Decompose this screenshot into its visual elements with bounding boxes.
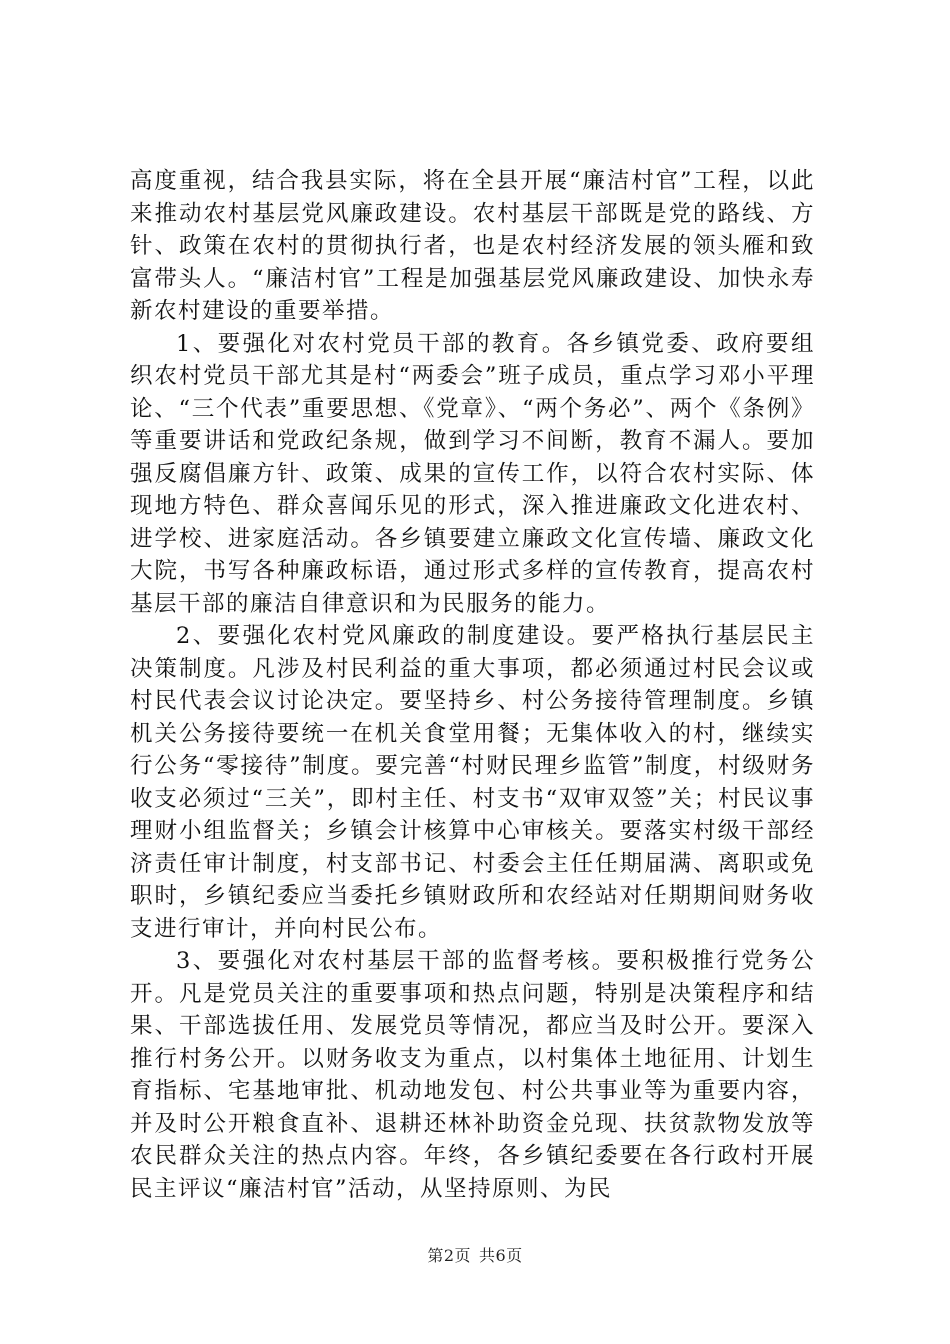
page-number: 第2页 (427, 1246, 471, 1265)
paragraph-item-1-education: 1、要强化对农村党员干部的教育。各乡镇党委、政府要组织农村党员干部尤其是村“两委会”班子成员，重点学习邓小平理论、“三个代表”重要思想、《党章》、“两个务必”、两个《条例》等重要讲话和党政纪条规，做到学习不间断，教育不漏人。要加强反腐倡廉方针、政策、成果的宣传工作，以符合农村实际、体现地方特色、群众喜闻乐见的形式，深入推进廉政文化进农村、进学校、进家庭活动。各乡镇要建立廉政文化宣传墙、廉政文化大院，书写各种廉政标语，通过形式多样的宣传教育，提高农村基层干部的廉洁自律意识和为民服务的能力。 (130, 330, 815, 617)
paragraph-item-3-supervision: 3、要强化对农村基层干部的监督考核。要积极推行党务公开。凡是党员关注的重要事项和热点问题，特别是决策程序和结果、干部选拔任用、发展党员等情况，都应当及时公开。要深入推行村务公开。以财务收支为重点，以村集体土地征用、计划生育指标、宅基地审批、机动地发包、村公共事业等为重要内容，并及时公开粮食直补、退耕还林补助资金兑现、扶贫款物发放等农民群众关注的热点内容。年终，各乡镇纪委要在各行政村开展民主评议“廉洁村官”活动，从坚持原则、为民 (130, 948, 815, 1202)
paragraph-intro-continued: 高度重视，结合我县实际，将在全县开展“廉洁村官”工程，以此来推动农村基层党风廉政建设。农村基层干部既是党的路线、方针、政策在农村的贯彻执行者，也是农村经济发展的领头雁和致富带头人。“廉洁村官”工程是加强基层党风廉政建设、加快永寿新农村建设的重要举措。 (130, 168, 815, 324)
document-body (130, 165, 815, 1205)
page-total: 共6页 (479, 1246, 523, 1265)
page-footer (0, 1246, 950, 1266)
paragraph-item-2-system-building: 2、要强化农村党风廉政的制度建设。要严格执行基层民主决策制度。凡涉及村民利益的重大事项，都必须通过村民会议或村民代表会议讨论决定。要坚持乡、村公务接待管理制度。乡镇机关公务接待要统一在机关食堂用餐；无集体收入的村，继续实行公务“零接待”制度。要完善“村财民理乡监管”制度，村级财务收支必须过“三关”，即村主任、村支书“双审双签”关；村民议事理财小组监督关；乡镇会计核算中心审核关。要落实村级干部经济责任审计制度，村支部书记、村委会主任任期届满、离职或免职时，乡镇纪委应当委托乡镇财政所和农经站对任期期间财务收支进行审计，并向村民公布。 (130, 623, 815, 942)
